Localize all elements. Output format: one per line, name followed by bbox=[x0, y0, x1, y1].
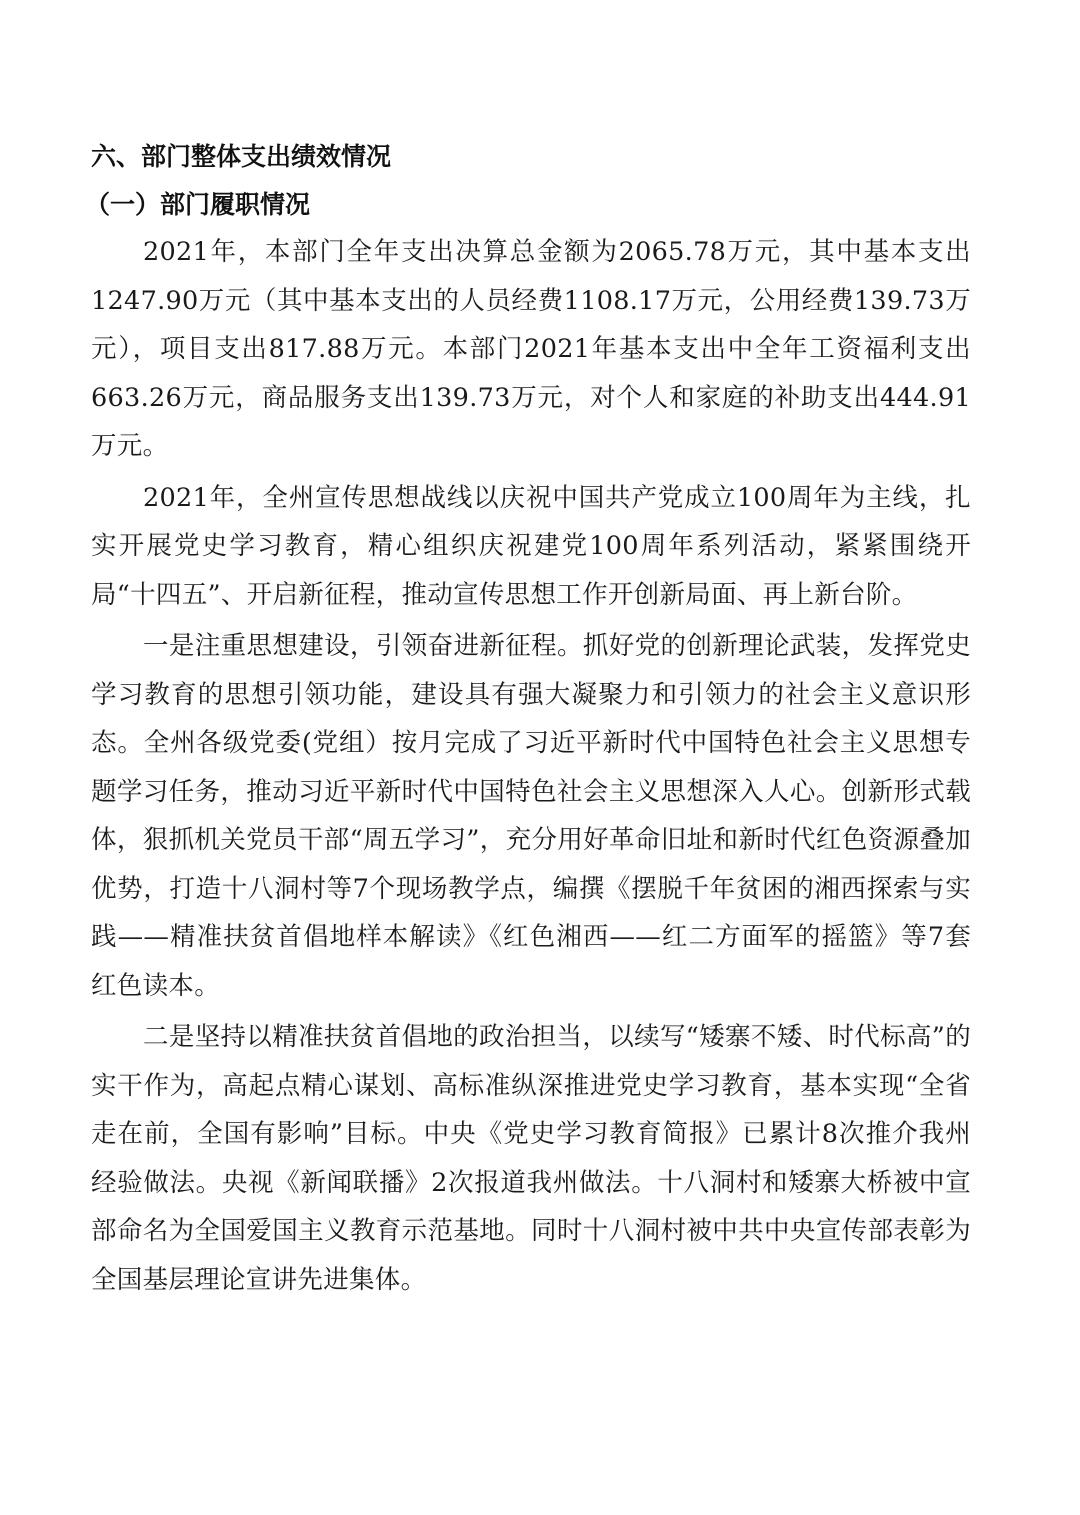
paragraph-expenditure-summary: 2021年，本部门全年支出决算总金额为2065.78万元，其中基本支出1247.90万元（其中基本支出的人员经费1108.17万元，公用经费139.73万元），项目支出817.88万元。本部门2021年基本支出中全年工资福利支出663.26万元，商品服务支出139.73万元，对个人和家庭的补助支出444.91万元。 bbox=[91, 237, 971, 461]
paragraph-annual-overview: 2021年，全州宣传思想战线以庆祝中国共产党成立100周年为主线，扎实开展党史学习教育，精心组织庆祝建党100周年系列活动，紧紧围绕开局“十四五”、开启新征程，推动宣传思想工作开创新局面、再上新台阶。 bbox=[91, 482, 971, 610]
subsection-heading: （一）部门履职情况 bbox=[85, 190, 311, 219]
paragraph-party-history-education: 二是坚持以精准扶贫首倡地的政治担当，以续写“矮寨不矮、时代标高”的实干作为，高起点精心谋划、高标准纵深推进党史学习教育，基本实现“全省走在前，全国有影响”目标。中央《党史学习教育简报》已累计8次推介我州经验做法。央视《新闻联播》2次报道我州做法。十八洞村和矮寨大桥被中宣部命名为全国爱国主义教育示范基地。同时十八洞村被中共中央宣传部表彰为全国基层理论宣讲先进集体。 bbox=[91, 1022, 971, 1295]
document-body bbox=[85, 138, 971, 1307]
paragraph-ideological-building: 一是注重思想建设，引领奋进新征程。抓好党的创新理论武装，发挥党史学习教育的思想引领功能，建设具有强大凝聚力和引领力的社会主义意识形态。全州各级党委(党组）按月完成了习近平新时代中国特色社会主义思想专题学习任务，推动习近平新时代中国特色社会主义思想深入人心。创新形式载体，狠抓机关党员干部“周五学习”，充分用好革命旧址和新时代红色资源叠加优势，打造十八洞村等7个现场教学点，编撰《摆脱千年贫困的湘西探索与实践——精准扶贫首倡地样本解读》《红色湘西——红二方面军的摇篮》等7套红色读本。 bbox=[91, 631, 971, 1001]
section-heading: 六、部门整体支出绩效情况 bbox=[91, 142, 392, 171]
